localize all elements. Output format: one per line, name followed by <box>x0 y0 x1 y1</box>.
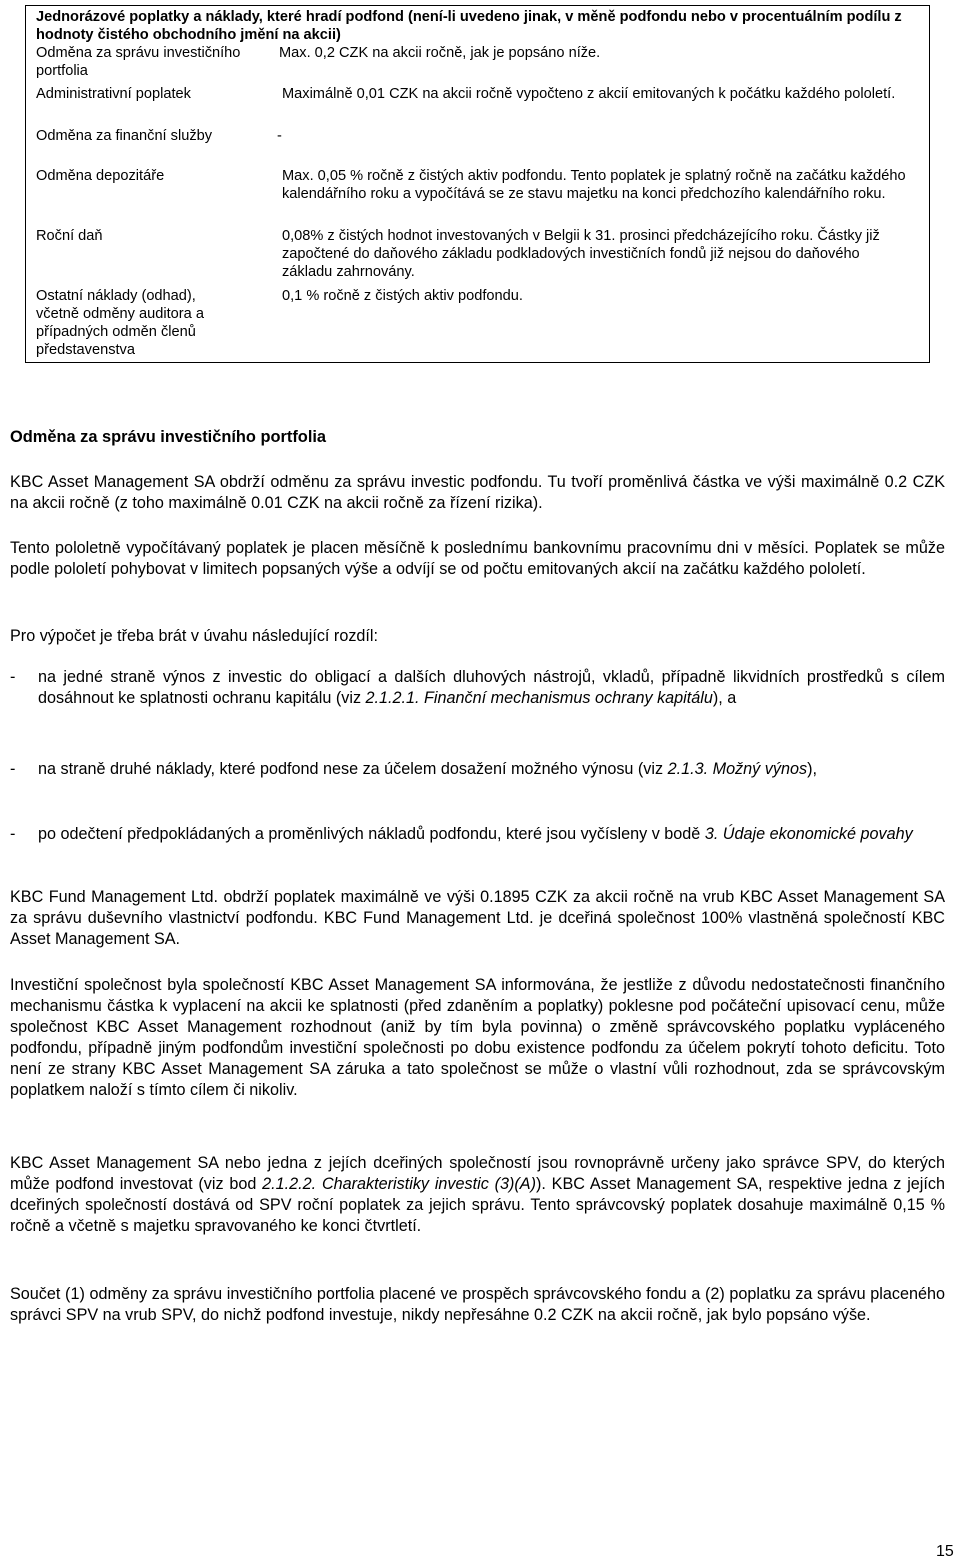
list-item-tail: ), <box>807 760 817 778</box>
fee-label-portfolio: Odměna za správu investičního portfolia <box>36 45 241 79</box>
list-dash: - <box>10 760 16 778</box>
paragraph-spv-end: ). KBC Asset Management SA, respektive jedna z jejích dceřiných společností dostává od SPV roční poplatek za jejich správu. Tento správcovský poplatek dosahuje maximálně 0,15 % ročně a včetně s majetku spravovaného ke konci čtvrtletí. <box>10 1175 945 1235</box>
paragraph-spv-start: KBC Asset Management SA nebo jedna z jejích dceřiných společností jsou rovnoprávně určeny jako správce SPV, do kterých může podfond investovat (viz bod <box>10 1154 945 1193</box>
list-item-text: na straně druhé náklady, které podfond nese za účelem dosažení možného výnosu (viz <box>38 760 668 778</box>
paragraph-kbc-fund-management: KBC Fund Management Ltd. obdrží poplatek maximálně ve výši 0.1895 CZK za akcii ročně na vrub KBC Asset Management SA za správu duševního vlastnictví podfondu. KBC Fund Management Ltd. je dceřiná společnost 100% vlastněná společností KBC Asset Management SA. <box>10 888 945 948</box>
list-dash: - <box>10 668 16 686</box>
fee-label-depositary: Odměna depozitáře <box>36 168 165 184</box>
section-heading: Odměna za správu investičního portfolia <box>10 428 327 446</box>
fee-value-admin: Maximálně 0,01 CZK na akcii ročně vypočteno z akcií emitovaných k počátku každého pololetí. <box>282 86 896 102</box>
paragraph-spv <box>10 1153 945 1237</box>
list-item-reference: 2.1.2.1. Finanční mechanismus ochrany kapitálu <box>365 689 713 707</box>
list-item-text: na jedné straně výnos z investic do obligací a dalších dluhových nástrojů, vkladů, případně likvidních prostředků s cílem dosáhnout ke splatnosti ochranu kapitálu (viz <box>38 668 945 707</box>
list-item-text: po odečtení předpokládaných a proměnlivých nákladů podfondu, které jsou vyčísleny v bodě <box>38 825 705 843</box>
list-item-reference: 2.1.3. Možný výnos <box>667 760 808 778</box>
list-item-tail: ), a <box>712 689 737 707</box>
page-number: 15 <box>936 1543 954 1560</box>
fee-label-financial: Odměna za finanční služby <box>36 128 213 144</box>
paragraph-investment-company: Investiční společnost byla společností KBC Asset Management SA informována, že jestliže z důvodu nedostatečnosti finančního mechanismu částka k vyplacení na akcii ke splatnosti (před zdaněním a poplatky) poklesne pod počáteční upisovací cenu, může společnost KBC Asset Management rozhodnout (aniž by tím byla povinna) o změně správcovského poplatku vypláceného podfondu, případně jiným podfondům investiční společnosti po dobu existence podfondu za účelem pokrytí tohoto deficitu. Toto není ze strany KBC Asset Management SA záruka a tato společnost se může o vlastní vůli rozhodnout, zda se správcovským poplatkem naloží s tímto cílem či nikoliv. <box>10 976 945 1099</box>
fee-label-other-costs: Ostatní náklady (odhad), včetně odměny auditora a případných odměn členů představenstva <box>36 288 204 358</box>
paragraph-management-fee: KBC Asset Management SA obdrží odměnu za správu investic podfondu. Tu tvoří proměnlivá částka ve výši maximálně 0.2 CZK na akcii ročně (z toho maximálně 0.01 CZK na akcii ročně za řízení rizika). <box>10 473 945 512</box>
fee-table-title: Jednorázové poplatky a náklady, které hradí podfond (není-li uvedeno jinak, v měně podfondu nebo v procentuálním podílu z hodnoty čistého obchodního jmění na akcii) <box>36 9 902 43</box>
fee-table <box>25 5 930 363</box>
fee-label-annual-tax: Roční daň <box>36 228 103 244</box>
fee-value-financial: - <box>277 128 282 144</box>
fee-label-admin: Administrativní poplatek <box>36 86 191 102</box>
paragraph-calculation-intro: Pro výpočet je třeba brát v úvahu následující rozdíl: <box>10 627 379 645</box>
list-item-reference: 3. Údaje ekonomické povahy <box>704 825 913 843</box>
list-dash: - <box>10 825 16 843</box>
paragraph-fee-sum: Součet (1) odměny za správu investičního portfolia placené ve prospěch správcovského fondu a (2) poplatku za správu placeného správci SPV na vrub SPV, do nichž podfond investuje, nikdy nepřesáhne 0.2 CZK na akcii ročně, jak bylo popsáno výše. <box>10 1285 945 1324</box>
paragraph-spv-reference: 2.1.2.2. Charakteristiky investic (3)(A) <box>262 1175 536 1193</box>
fee-value-depositary: Max. 0,05 % ročně z čistých aktiv podfondu. Tento poplatek je splatný ročně na začátku každého kalendářního roku a vypočítává se ze stavu majetku na konci předchozího kalendářního roku. <box>282 168 906 202</box>
fee-value-annual-tax: 0,08% z čistých hodnot investovaných v Belgii k 31. prosinci předcházejícího roku. Částky již započtené do daňového základu podkladových investičních fondů již nejsou do daňového základu zahrnovány. <box>282 228 880 280</box>
paragraph-payment-schedule: Tento pololetně vypočítávaný poplatek je placen měsíčně k poslednímu bankovnímu pracovnímu dni v měsíci. Poplatek se může podle pololetí pohybovat v limitech popsaných výše a odvíjí se od počtu emitovaných akcií na začátku každého pololetí. <box>10 539 945 578</box>
fee-value-portfolio: Max. 0,2 CZK na akcii ročně, jak je popsáno níže. <box>279 45 601 61</box>
fee-value-other-costs: 0,1 % ročně z čistých aktiv podfondu. <box>282 288 523 304</box>
